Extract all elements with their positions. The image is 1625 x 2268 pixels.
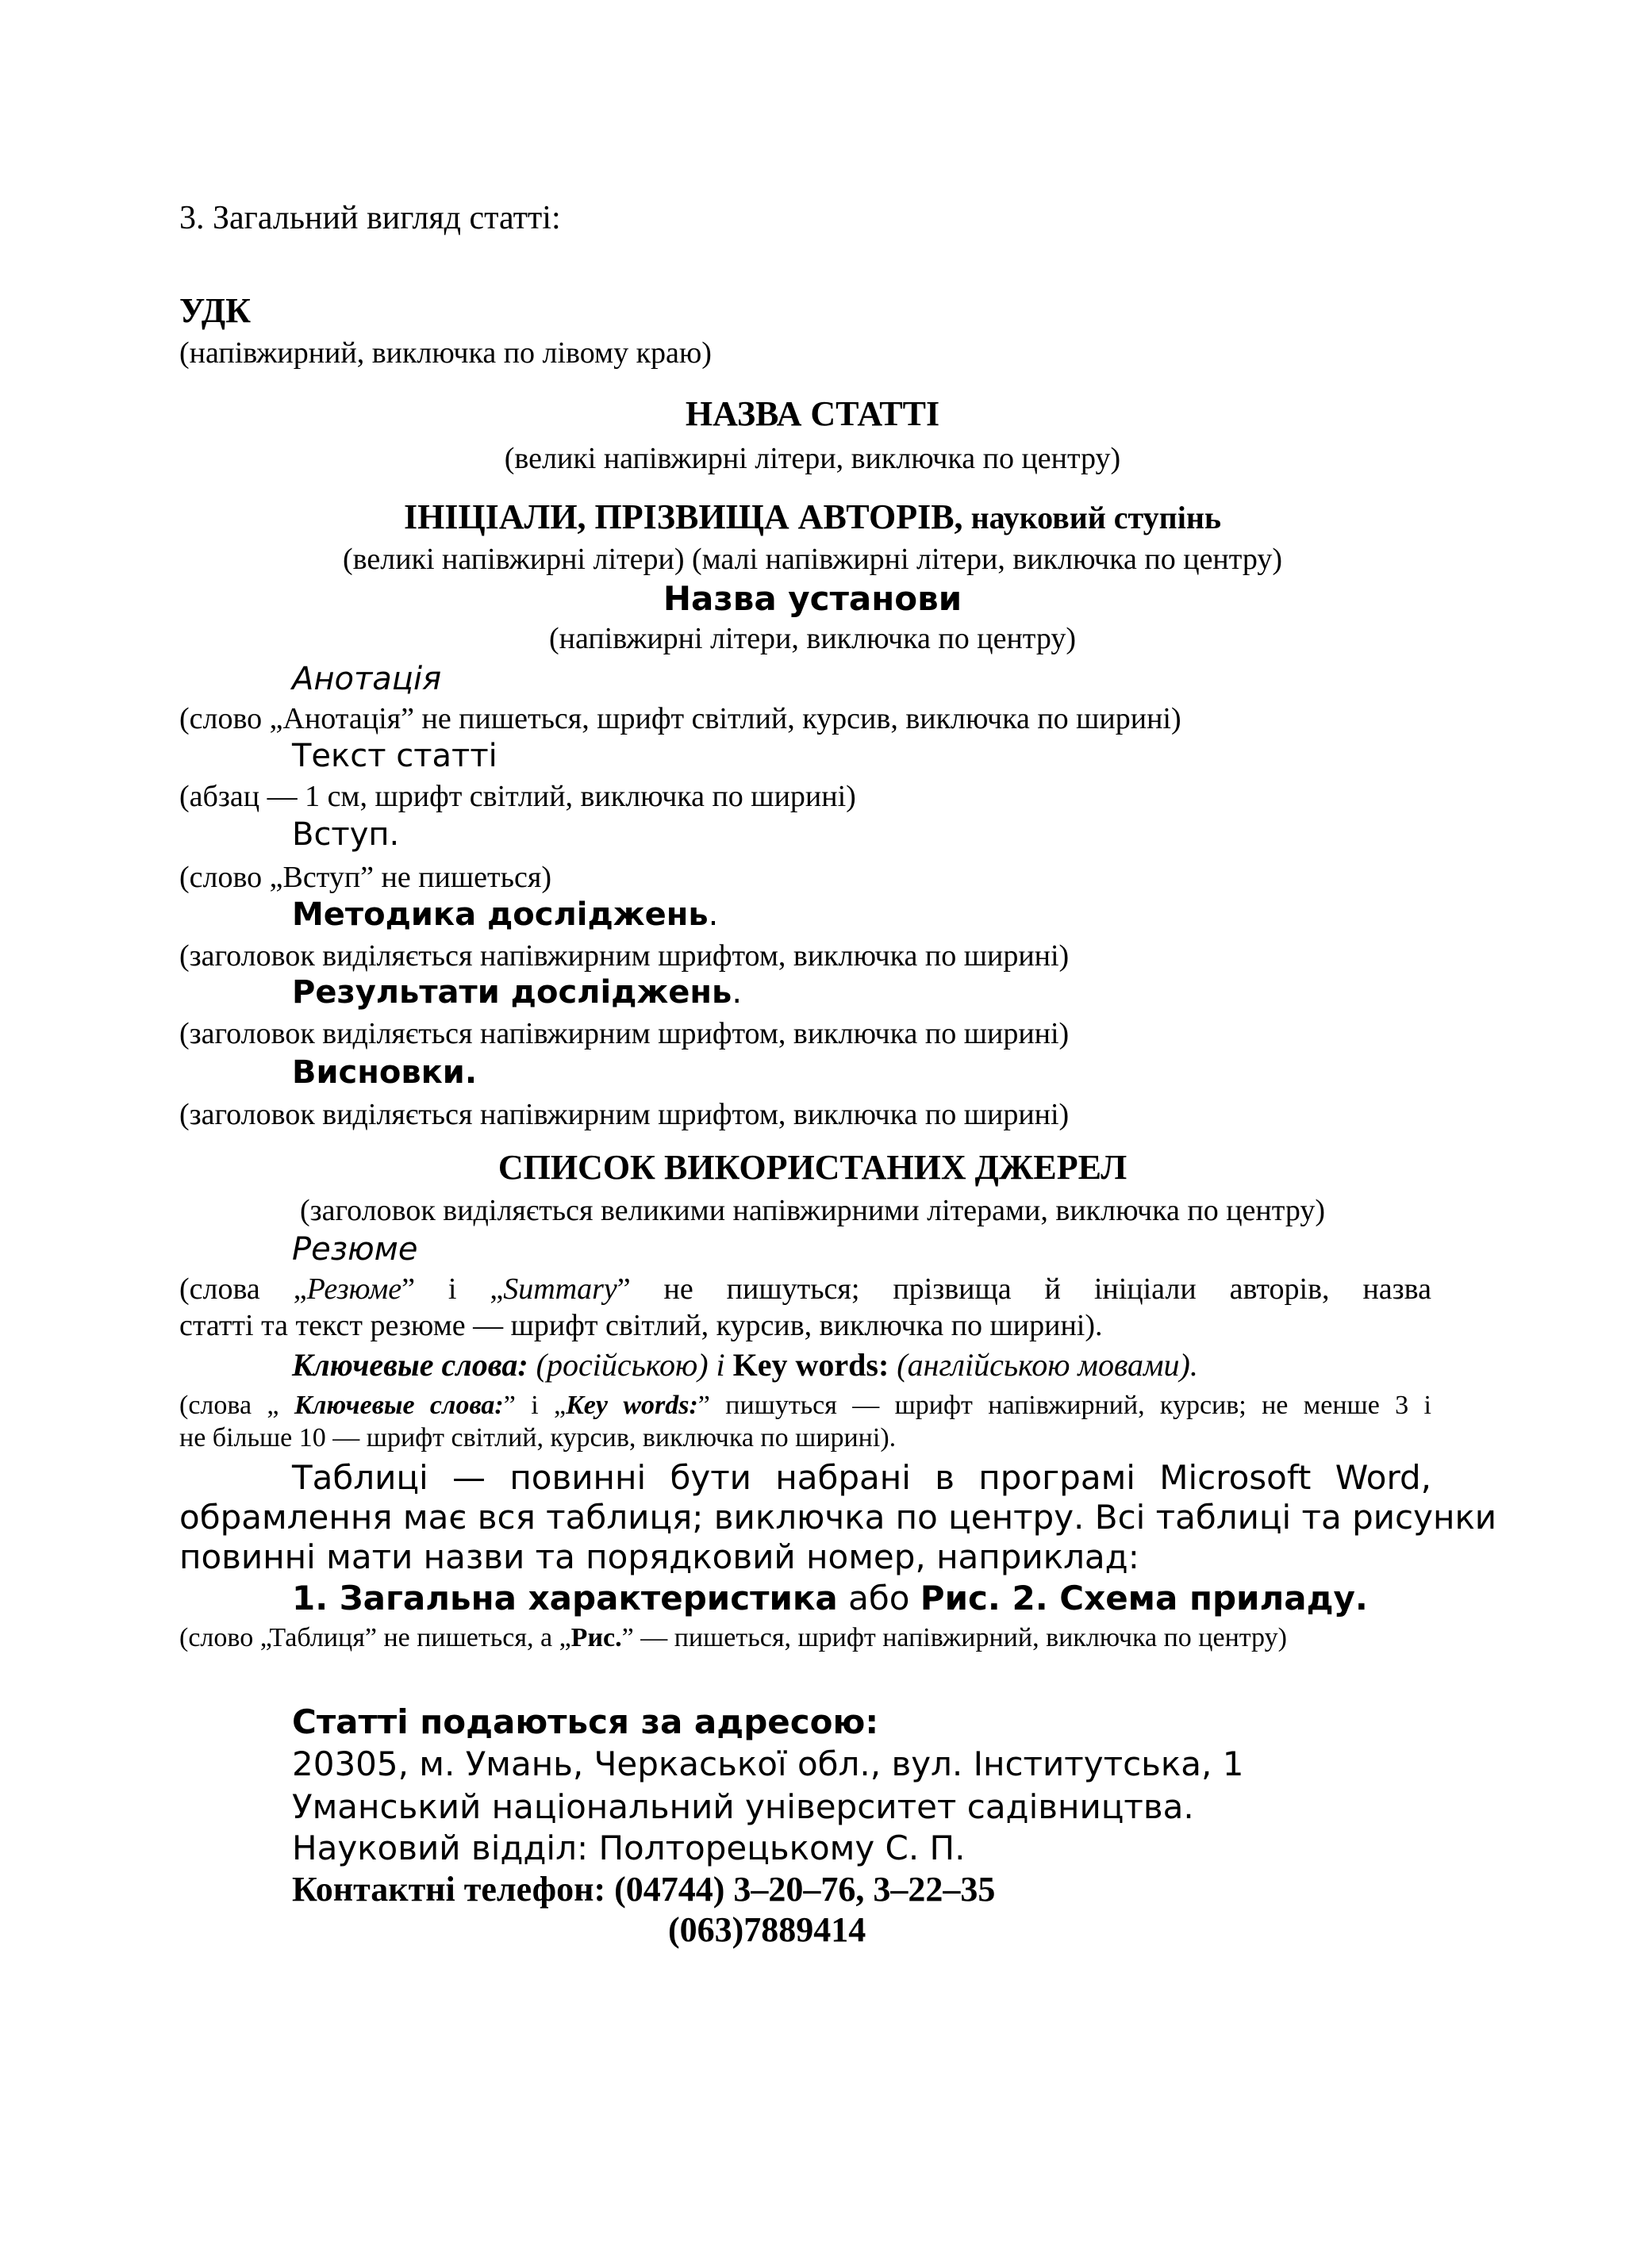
article-title-note: (великі напівжирні літери, виключка по центру) (504, 442, 1121, 475)
article-text-label: Текст статті (292, 738, 497, 774)
intro-label: Вступ. (292, 816, 400, 853)
keywords-en-label: Key words: (732, 1347, 889, 1383)
article-text-note: (абзац — 1 см, шрифт світлий, виключка по ширині) (179, 780, 856, 813)
keywords-note-en-word: Key words: (566, 1391, 698, 1420)
tables-example-table: 1. Загальна характеристика (292, 1579, 838, 1618)
intro-note: (слово „Вступ” не пишеться) (179, 861, 551, 894)
authors-degree: науковий ступінь (962, 500, 1222, 535)
authors-label (0, 497, 1625, 536)
section-heading: 3. Загальний вигляд статті: (179, 200, 561, 236)
results-label (292, 974, 743, 1011)
results-title: Результати досліджень (292, 974, 732, 1011)
keywords-note-part: ” і „ (503, 1391, 567, 1420)
keywords-ru-label: Ключевые слова: (292, 1347, 528, 1383)
keywords-en-note: (англійською мовами). (889, 1347, 1198, 1383)
resume-note-line2: статті та текст резюме — шрифт світлий, курсив, виключка по ширині). (179, 1309, 1103, 1342)
address-line3: Науковий відділ: Полторецькому С. П. (292, 1829, 966, 1867)
keywords-note-line1 (179, 1392, 1431, 1419)
resume-note-line1 (179, 1274, 1431, 1304)
annotation-label: Анотація (292, 661, 442, 697)
tables-example (292, 1579, 1368, 1618)
references-note: (заголовок виділяється великими напівжирними літерами, виключка по центру) (300, 1194, 1325, 1227)
tables-line2: обрамлення має вся таблиця; виключка по центру. Всі таблиці та рисунки (179, 1498, 1497, 1537)
resume-note-part: (слова „ (179, 1272, 307, 1306)
tables-example-figure: Рис. 2. Схема приладу. (920, 1579, 1368, 1618)
article-title-label: НАЗВА СТАТТІ (685, 394, 940, 433)
address-line2: Уманський національний університет садівництва. (292, 1787, 1194, 1826)
udk-note: (напівжирний, виключка по лівому краю) (179, 336, 712, 370)
references-label: СПИСОК ВИКОРИСТАНИХ ДЖЕРЕЛ (497, 1148, 1128, 1187)
methods-label (292, 896, 719, 933)
conclusions-label: Висновки. (292, 1054, 478, 1091)
institution-note: (напівжирні літери, виключка по центру) (548, 622, 1077, 655)
keywords-note-part: ” пишуться — шрифт напівжирний, курсив; не менше 3 і (697, 1391, 1431, 1420)
keywords-note-part: (слова „ (179, 1391, 294, 1420)
tables-line1: Таблиці — повинні бути набрані в програмі Microsoft Word, (292, 1458, 1431, 1497)
authors-caps: ІНІЦІАЛИ, ПРІЗВИЩА АВТОРІВ, (403, 497, 963, 536)
annotation-note: (слово „Анотація” не пишеться, шрифт світлий, курсив, виключка по ширині) (179, 702, 1181, 735)
resume-note-part: ” і „ (401, 1272, 504, 1306)
authors-note: (великі напівжирні літери) (малі напівжирні літери, виключка по центру) (343, 543, 1282, 576)
address-label: Статті подаються за адресою: (292, 1702, 879, 1741)
resume-label: Резюме (292, 1231, 418, 1268)
tables-note-part: (слово „Таблиця” не пишеться, а „ (179, 1623, 571, 1652)
resume-note-resume-word: Резюме (306, 1272, 402, 1306)
resume-note-summary-word: Summary (503, 1272, 617, 1306)
results-note: (заголовок виділяється напівжирним шрифтом, виключка по ширині) (179, 1017, 1070, 1050)
address-phones: Контактні телефон: (04744) 3–20–76, 3–22–35 (292, 1870, 996, 1909)
institution-label: Назва установи (663, 579, 962, 618)
address-line1: 20305, м. Умань, Черкаської обл., вул. Інститутська, 1 (292, 1744, 1244, 1783)
keywords-note-ru-word: Ключевые слова: (294, 1391, 504, 1420)
results-period: . (732, 974, 743, 1011)
tables-line3: повинні мати назви та порядковий номер, наприклад: (179, 1537, 1139, 1576)
keywords-ru-note: (російською) і (528, 1347, 733, 1383)
keywords-line (292, 1349, 1198, 1381)
conclusions-note: (заголовок виділяється напівжирним шрифтом, виключка по ширині) (179, 1098, 1070, 1131)
tables-note (179, 1625, 1287, 1652)
resume-note-part: ” не пишуться; прізвища й ініціали авторів, назва (617, 1272, 1431, 1306)
tables-note-fig-word: Рис. (570, 1623, 622, 1652)
address-mobile: (063)7889414 (668, 1910, 866, 1949)
udk-label: УДК (179, 291, 252, 330)
methods-title: Методика досліджень (292, 896, 709, 933)
methods-note: (заголовок виділяється напівжирним шрифтом, виключка по ширині) (179, 939, 1070, 973)
tables-example-or: або (837, 1579, 920, 1618)
keywords-note-line2: не більше 10 — шрифт світлий, курсив, виключка по ширині). (179, 1423, 897, 1453)
methods-period: . (708, 896, 719, 933)
tables-note-part: ” — пишеться, шрифт напівжирний, виключка по центру) (621, 1623, 1287, 1652)
